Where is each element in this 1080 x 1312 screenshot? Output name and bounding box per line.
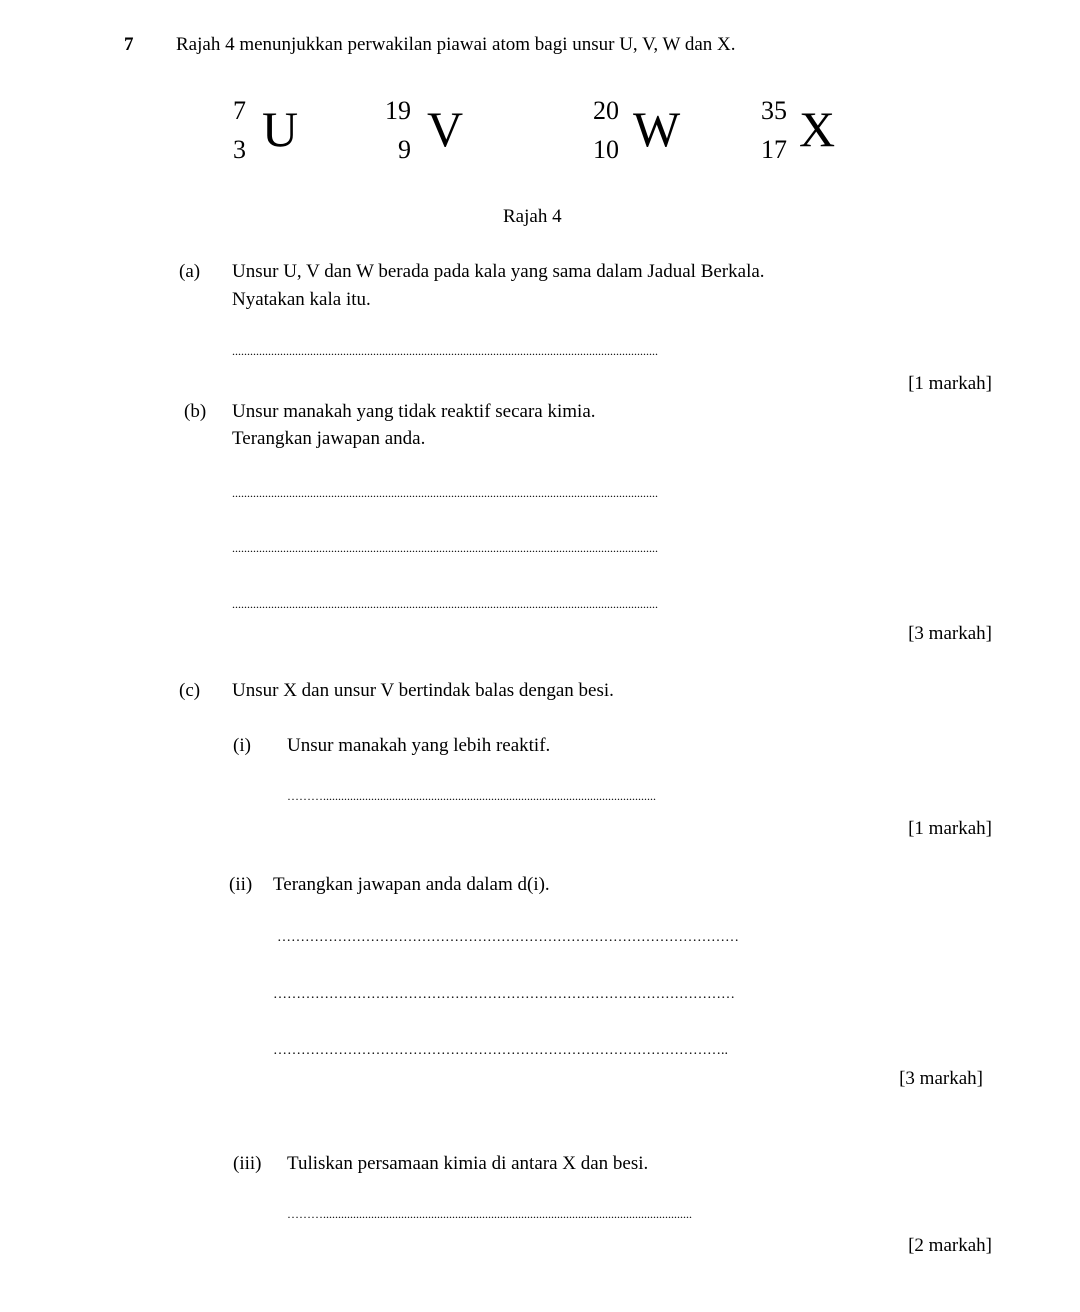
part-a-marks: [1 markah] xyxy=(908,373,992,394)
part-c-ii-answer-line-3[interactable]: …………………………………………………………………………………….. xyxy=(273,1043,728,1058)
atom-x-symbol: X xyxy=(799,101,836,157)
part-b-marks: [3 markah] xyxy=(908,623,992,644)
figure-caption: Rajah 4 xyxy=(503,206,562,227)
part-c-iii-label: (iii) xyxy=(233,1153,262,1174)
part-a-line2: Nyatakan kala itu. xyxy=(232,289,371,310)
part-c-iii-marks: [2 markah] xyxy=(908,1235,992,1256)
part-c-ii-label: (ii) xyxy=(229,874,253,895)
atom-w-proton: 10 xyxy=(593,135,619,164)
atom-u-symbol: U xyxy=(262,101,299,157)
part-c-label: (c) xyxy=(179,680,201,701)
atom-x-mass: 35 xyxy=(761,96,787,125)
part-b-line1: Unsur manakah yang tidak reaktif secara kimia. xyxy=(232,401,596,422)
part-b-answer-line-3[interactable]: .............................................................................................................................................. xyxy=(232,597,658,611)
atom-w-mass: 20 xyxy=(593,96,619,125)
atom-v-proton: 9 xyxy=(398,135,411,164)
part-c-i-label: (i) xyxy=(233,735,251,756)
atom-u-mass: 7 xyxy=(233,96,246,125)
part-c-ii-text: Terangkan jawapan anda dalam d(i). xyxy=(273,874,550,895)
part-a-label: (a) xyxy=(179,261,201,282)
part-c-iii-text: Tuliskan persamaan kimia di antara X dan besi. xyxy=(287,1153,649,1174)
part-b-answer-line-2[interactable]: .............................................................................................................................................. xyxy=(232,541,658,555)
question-stem: Rajah 4 menunjukkan perwakilan piawai atom bagi unsur U, V, W dan X. xyxy=(176,34,736,55)
part-b-label: (b) xyxy=(184,401,207,422)
part-c-i-answer-line[interactable]: ………............................................................................................................... xyxy=(287,789,656,803)
part-b-answer-line-1[interactable]: .............................................................................................................................................. xyxy=(232,486,658,500)
part-c-ii-answer-line-2[interactable]: ……………………………………………………………………………………… xyxy=(273,987,735,1002)
part-c-ii-marks: [3 markah] xyxy=(899,1068,983,1089)
part-a-line1: Unsur U, V dan W berada pada kala yang sama dalam Jadual Berkala. xyxy=(232,261,765,282)
part-c-i-marks: [1 markah] xyxy=(908,818,992,839)
atom-x-proton: 17 xyxy=(761,135,787,164)
part-c-i-text: Unsur manakah yang lebih reaktif. xyxy=(287,735,551,756)
atom-v-mass: 19 xyxy=(385,96,411,125)
question-number: 7 xyxy=(124,34,134,55)
atom-w-symbol: W xyxy=(633,101,681,157)
part-a-answer-line[interactable]: .............................................................................................................................................. xyxy=(232,344,658,358)
part-b-line2: Terangkan jawapan anda. xyxy=(232,428,426,449)
atom-v-symbol: V xyxy=(427,101,464,157)
part-c-line1: Unsur X dan unsur V bertindak balas dengan besi. xyxy=(232,680,614,701)
part-c-iii-answer-line[interactable]: ………........................................................................................................................... xyxy=(287,1207,692,1221)
atom-u-proton: 3 xyxy=(233,135,246,164)
part-c-ii-answer-line-1[interactable]: ……………………………………………………………………………………… xyxy=(277,930,739,945)
